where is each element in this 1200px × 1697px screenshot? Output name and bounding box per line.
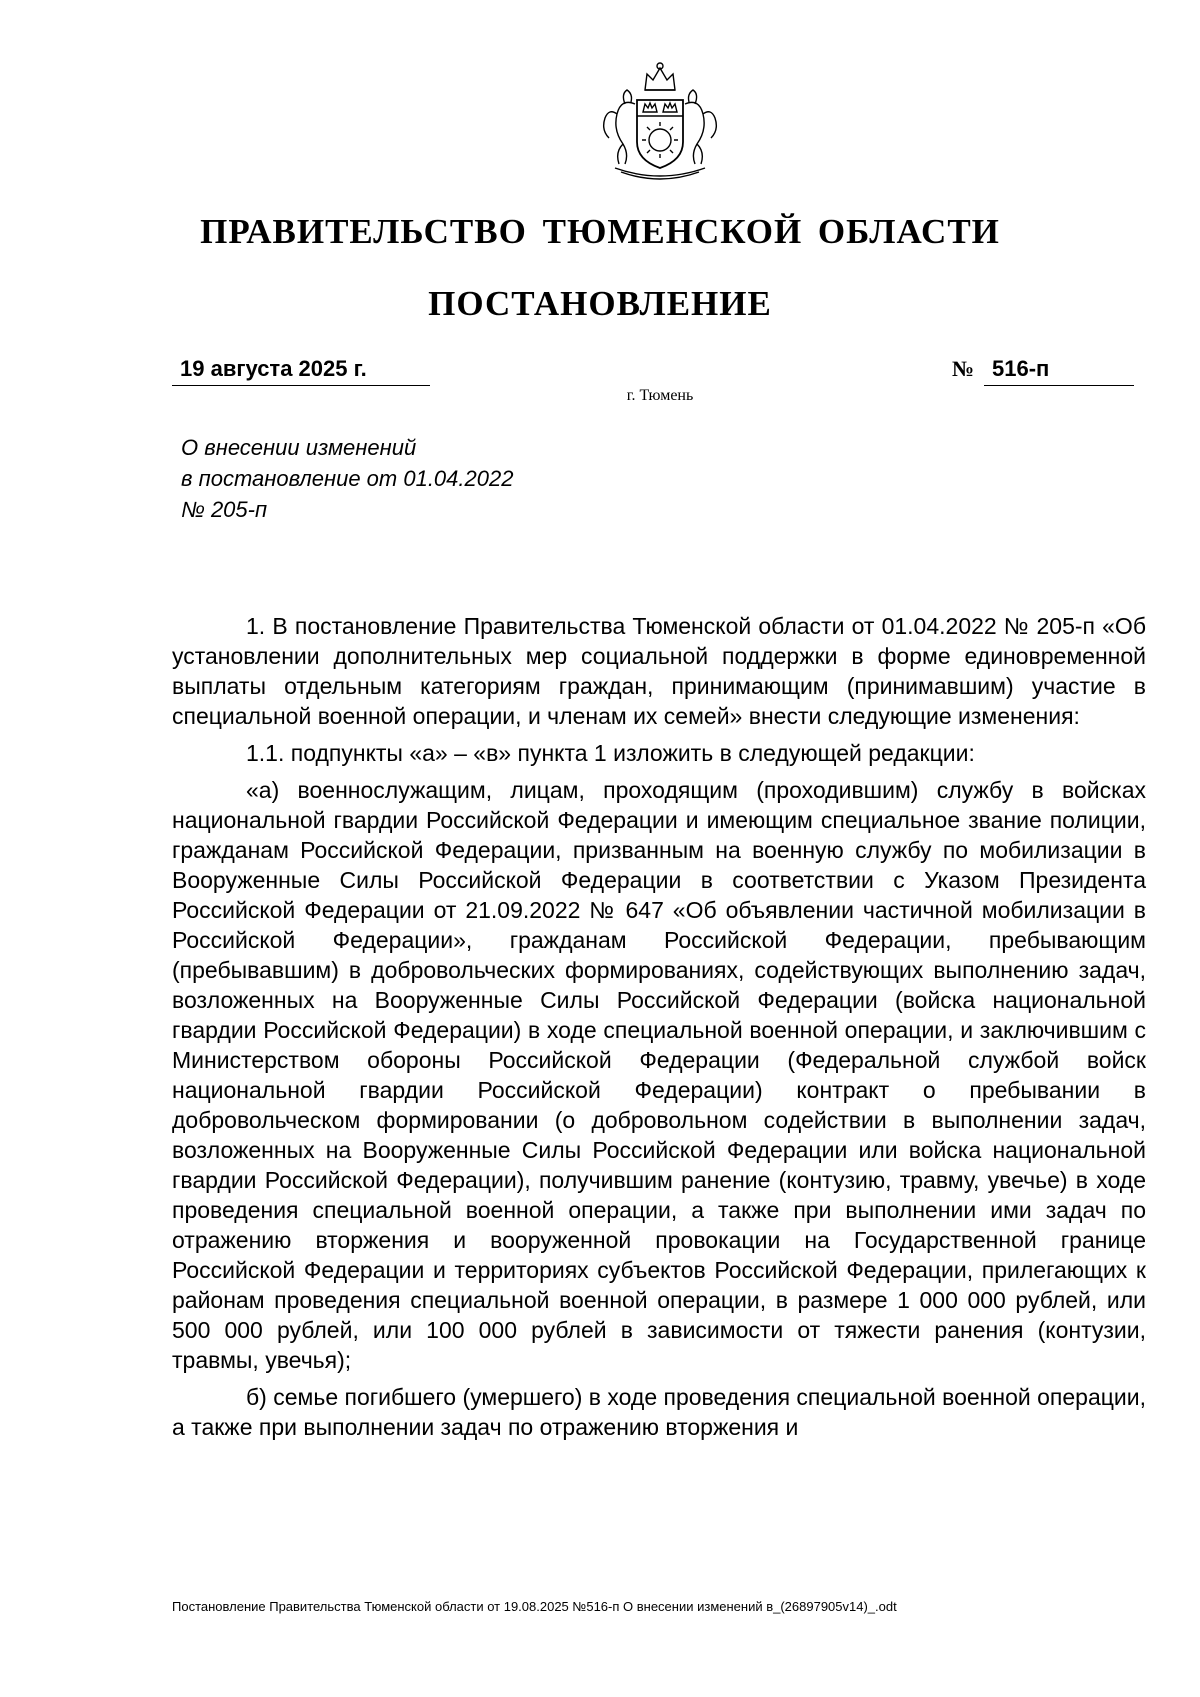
document-body <box>172 611 1146 1449</box>
page-footer: Постановление Правительства Тюменской области от 19.08.2025 №516-п О внесении изменений в_(26897905v14)_.odt <box>172 1599 897 1614</box>
document-date: 19 августа 2025 г. <box>172 354 430 386</box>
document-type-heading: ПОСТАНОВЛЕНИЕ <box>428 284 772 323</box>
body-paragraph: 1. В постановление Правительства Тюменской области от 01.04.2022 № 205-п «Об установлении дополнительных мер социальной поддержки в форме единовременной выплаты отдельным категориям граждан, принимающим (принимавшим) участие в специальной военной операции, и членам их семей» внести следующие изменения: <box>172 613 1146 729</box>
organization-title: ПРАВИТЕЛЬСТВО ТЮМЕНСКОЙ ОБЛАСТИ <box>200 212 1000 251</box>
subject-line: в постановление от 01.04.2022 <box>181 466 514 491</box>
number-label: № <box>952 356 975 381</box>
document-subject <box>181 432 513 525</box>
document-number: 516-п <box>984 354 1134 386</box>
body-paragraph: 1.1. подпункты «а» – «в» пункта 1 изложить в следующей редакции: <box>246 740 975 766</box>
document-city: г. Тюмень <box>626 387 694 404</box>
body-paragraph: «а) военнослужащим, лицам, проходящим (проходившим) службу в войсках национальной гвардии Российской Федерации и имеющим специальное звание полиции, гражданам Российской Федерации, призванным на военную службу по мобилизации в Вооруженные Силы Российской Федерации в соответствии с Указом Президента Российской Федерации от 21.09.2022 № 647 «Об объявлении частичной мобилизации в Российской Федерации», гражданам Российской Федерации, пребывающим (пребывавшим) в добровольческих формированиях, содействующих выполнению задач, возложенных на Вооруженные Силы Российской Федерации (войска национальной гвардии Российской Федерации) в ходе специальной военной операции, и заключившим с Министерством обороны Российской Федерации (Федеральной службой войск национальной гвардии Российской Федерации) контракт о пребывании в добровольческом формировании (о добровольном содействии в выполнении задач, возложенных на Вооруженные Силы Российской Федерации или войска национальной гвардии Российской Федерации), получившим ранение (контузию, травму, увечье) в ходе проведения специальной военной операции, а также при выполнении ими задач по отражению вторжения и вооруженной провокации на Государственной границе Российской Федерации и территориях субъектов Российской Федерации, прилегающих к районам проведения специальной военной операции, в размере 1 000 000 рублей, или 500 000 рублей, или 100 000 рублей в зависимости от тяжести ранения (контузии, травмы, увечья); <box>172 777 1146 1373</box>
subject-line: О внесении изменений <box>181 435 417 460</box>
coat-of-arms-icon <box>595 60 725 185</box>
body-paragraph: б) семье погибшего (умершего) в ходе проведения специальной военной операции, а также при выполнении задач по отражению вторжения и <box>172 1384 1146 1440</box>
subject-line: № 205-п <box>181 497 268 522</box>
